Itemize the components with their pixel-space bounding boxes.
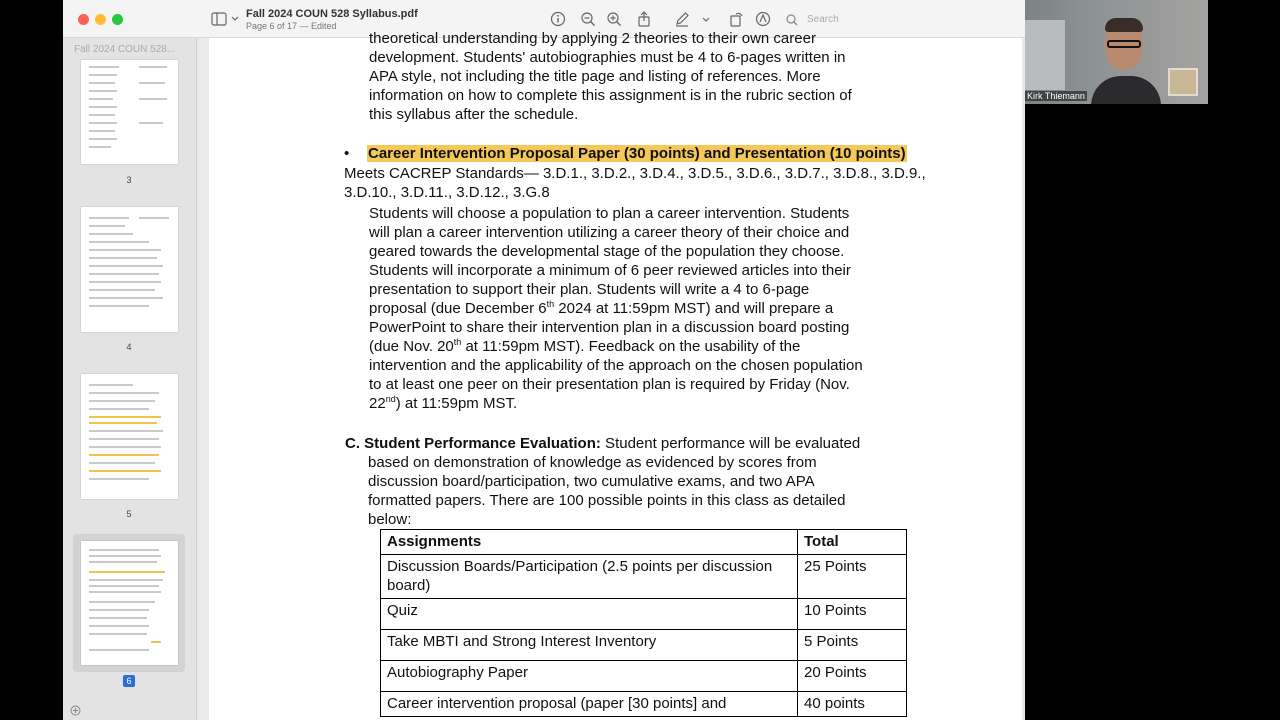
page-thumbnail-4[interactable] [81,207,178,332]
table-cell: Take MBTI and Strong Interest Inventory [381,630,798,661]
pdf-page[interactable] [209,30,1022,720]
rotate-icon[interactable] [728,11,744,27]
table-cell: Career intervention proposal (paper [30 points] and [381,692,798,717]
career-heading [367,144,907,163]
cacrep-standards: Meets CACREP Standards— 3.D.1., 3.D.2., 3.D.4., 3.D.5., 3.D.6., 3.D.7., 3.D.8., 3.D.9., [344,165,926,182]
minimize-window-button[interactable] [95,14,106,25]
column-header: Assignments [381,530,798,555]
autobiography-text: this syllabus after the schedule. [369,106,579,123]
evaluation-text: discussion board/participation, two cumulative exams, and two APA [368,473,815,490]
autobiography-text: information on how to complete this assignment is in the rubric section of [369,87,852,104]
table-cell: Autobiography Paper [381,661,798,692]
page-thumbnail-6[interactable] [81,541,178,665]
career-description: to at least one peer on their presentation plan is required by Friday (Nov. [369,376,850,393]
final-ordinal: nd [385,394,396,404]
table-cell: 25 Points [798,555,907,599]
grade-table [380,529,907,717]
share-icon[interactable] [636,11,652,27]
career-description: will plan a career intervention utilizing a career theory of their choice and [369,224,850,241]
video-wall-picture [1168,68,1198,96]
table-cell: 20 Points [798,661,907,692]
document-title[interactable]: Fall 2024 COUN 528 Syllabus.pdf [246,8,418,20]
zoom-in-icon[interactable] [606,11,622,27]
table-row [381,661,907,692]
career-description: intervention and the applicability of the approach on the chosen population [369,357,863,374]
table-cell: 10 Points [798,599,907,630]
sidebar-toggle-icon[interactable] [211,12,241,26]
evaluation-text: below: [368,511,412,528]
career-description: Students will incorporate a minimum of 6 peer reviewed articles into their [369,262,851,279]
thumbnail-label: 5 [126,509,132,519]
thumbnail-label-selected: 6 [123,675,135,687]
autobiography-text: theoretical understanding by applying 2 theories to their own career [369,30,816,47]
table-row [381,599,907,630]
due-date-line [369,299,833,318]
search-placeholder[interactable]: Search [807,14,839,25]
final-text-rest: ) at 11:59pm MST. [395,395,518,412]
nov-text: (due Nov. 20 [369,338,454,355]
page-thumbnail-5[interactable] [81,374,178,499]
markup-pen-icon[interactable] [674,11,690,27]
sidebar-title: Fall 2024 COUN 528... [74,44,176,55]
thumbnail-sidebar [63,38,197,720]
evaluation-heading-bold: C. Student Performance Evaluation: [345,435,601,452]
thumbnail-label: 4 [126,342,132,352]
column-header: Total [798,530,907,555]
thumbnail-label: 3 [126,175,132,185]
nov-due-line [369,337,800,356]
document-canvas[interactable] [198,30,1025,720]
table-row [381,555,907,599]
autobiography-text: development. Students' autobiographies must be 4 to 6-pages written in [369,49,846,66]
document-subtitle: Page 6 of 17 — Edited [246,21,337,31]
nov-ordinal: th [453,337,462,347]
due-text: proposal (due December 6 [369,300,547,317]
table-cell: Discussion Boards/Participation (2.5 points per discussion board) [381,555,798,599]
final-due-line [369,394,517,413]
evaluation-intro: Student performance will be evaluated [600,435,861,452]
table-row [381,692,907,717]
table-row [381,630,907,661]
participant-name: Kirk Thiemann [1027,91,1085,101]
career-description: Students will choose a population to plan a career intervention. Students [369,205,850,222]
maximize-window-button[interactable] [112,14,123,25]
preview-window [63,0,1025,720]
add-icon[interactable] [70,705,81,716]
chevron-down-icon[interactable] [701,11,711,27]
video-participant-tile[interactable] [1025,0,1208,104]
annotate-icon[interactable] [755,11,771,27]
autobiography-text: APA style, not including the title page and listing of references. More [369,68,821,85]
due-text-rest: 2024 at 11:59pm MST) and will prepare a [554,300,834,317]
due-ordinal: th [546,299,555,309]
evaluation-text: formatted papers. There are 100 possible points in this class as detailed [368,492,846,509]
info-icon[interactable] [550,11,566,27]
page-thumbnail-3[interactable] [81,60,178,164]
table-header-row [381,530,907,555]
bullet: • [344,145,350,162]
participant-glasses [1107,40,1141,48]
zoom-out-icon[interactable] [580,11,596,27]
evaluation-text: based on demonstration of knowledge as evidenced by scores from [368,454,817,471]
close-window-button[interactable] [78,14,89,25]
table-cell: 5 Points [798,630,907,661]
career-description: presentation to support their plan. Students will write a 4 to 6-page [369,281,810,298]
career-description: PowerPoint to share their intervention plan in a discussion board posting [369,319,850,336]
career-heading-text: Career Intervention Proposal Paper (30 points) and Presentation (10 points) [368,145,906,162]
final-text: 22 [369,395,386,412]
career-description: geared towards the developmental stage of the population they choose. [369,243,845,260]
participant-hair [1105,18,1143,32]
table-cell: Quiz [381,599,798,630]
video-window-light [1025,20,1065,90]
cacrep-standards: 3.D.10., 3.D.11., 3.D.12., 3.G.8 [344,184,550,201]
nov-text-rest: at 11:59pm MST). Feedback on the usability of the [461,338,801,355]
evaluation-heading [345,434,860,453]
table-cell: 40 points [798,692,907,717]
